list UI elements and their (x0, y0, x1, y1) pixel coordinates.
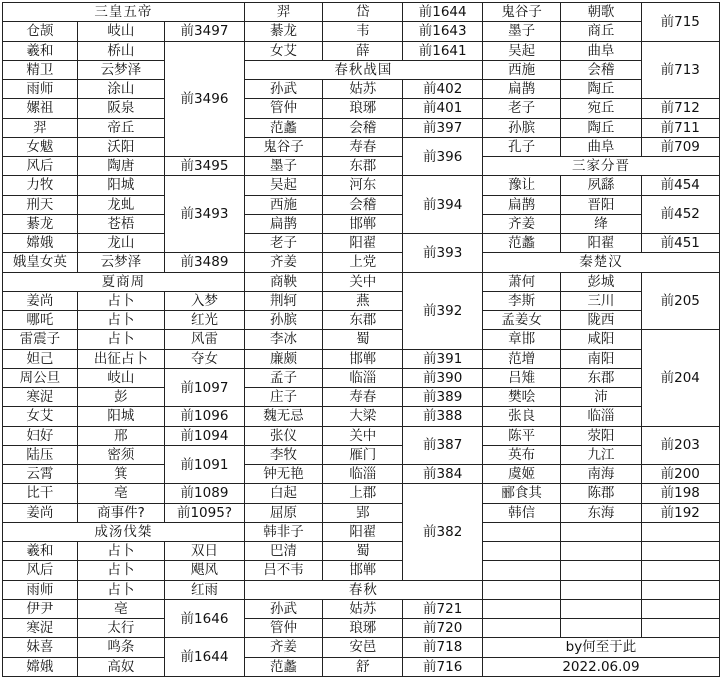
table-row (3, 99, 720, 118)
table-cell: 燕 (323, 291, 403, 310)
table-cell: 东郡 (323, 311, 403, 330)
table-row (3, 580, 720, 599)
table-cell: 东郡 (323, 157, 403, 176)
table-cell: 占卜 (77, 561, 164, 580)
table-cell: 陶丘 (561, 80, 641, 99)
table-row (3, 214, 720, 233)
section-header-cell: 三皇五帝 (3, 3, 245, 22)
table-cell: 红光 (165, 311, 245, 330)
table-cell: 吴起 (482, 41, 560, 60)
table-cell: 入梦 (165, 291, 245, 310)
table-cell: 曲阜 (561, 41, 641, 60)
table-cell: 宛丘 (561, 99, 641, 118)
table-cell: 精卫 (3, 60, 78, 79)
table-cell: 孟子 (244, 368, 322, 387)
table-cell: 前718 (403, 638, 483, 657)
table-row (3, 3, 720, 22)
table-cell: 雷震子 (3, 330, 78, 349)
table-row (3, 291, 720, 310)
table-cell: 河东 (323, 176, 403, 195)
table-cell: 西施 (482, 60, 560, 79)
table-cell: 鬼谷子 (482, 3, 560, 22)
table-cell: 阳城 (77, 407, 164, 426)
table-cell: 魏无忌 (244, 407, 322, 426)
table-cell: 阪泉 (77, 99, 164, 118)
table-cell (561, 561, 641, 580)
table-cell: 前3493 (165, 176, 245, 253)
table-cell: 孙武 (244, 80, 322, 99)
table-cell: 孙武 (244, 599, 322, 618)
table-cell (561, 599, 641, 618)
table-cell: 上党 (323, 253, 403, 272)
table-row (3, 253, 720, 272)
table-cell: 前205 (641, 272, 719, 330)
table-cell: 郢 (323, 503, 403, 522)
table-cell: 孟姜女 (482, 311, 560, 330)
table-cell: 韩非子 (244, 522, 322, 541)
table-cell: 廉颇 (244, 349, 322, 368)
table-cell: 密须 (77, 445, 164, 464)
table-cell: 綦龙 (244, 22, 322, 41)
table-cell: 前388 (403, 407, 483, 426)
table-cell: 前396 (403, 137, 483, 176)
table-cell (641, 619, 719, 638)
table-cell: 会稽 (323, 118, 403, 137)
table-cell: 齐姜 (482, 214, 560, 233)
table-cell: 嫘祖 (3, 99, 78, 118)
table-cell: 前402 (403, 80, 483, 99)
table-cell: 萧何 (482, 272, 560, 291)
table-cell: 风后 (3, 561, 78, 580)
table-cell: 风雷 (165, 330, 245, 349)
table-cell: 前394 (403, 176, 483, 234)
table-cell: 雨师 (3, 580, 78, 599)
table-cell: 老子 (244, 234, 322, 253)
table-row (3, 41, 720, 60)
table-cell: 寒浞 (3, 388, 78, 407)
table-row (3, 118, 720, 137)
table-cell: 齐姜 (244, 253, 322, 272)
table-row (3, 157, 720, 176)
table-cell (482, 599, 560, 618)
table-cell: 前390 (403, 368, 483, 387)
table-cell (482, 522, 560, 541)
table-cell: 琅琊 (323, 619, 403, 638)
table-cell: 前1097 (165, 368, 245, 407)
table-cell: 刑天 (3, 195, 78, 214)
table-cell: 前401 (403, 99, 483, 118)
table-cell: 羲和 (3, 41, 78, 60)
table-cell: 陶唐 (77, 157, 164, 176)
table-cell: 前716 (403, 657, 483, 676)
table-row (3, 657, 720, 676)
table-cell: 齐姜 (244, 638, 322, 657)
table-cell: 豫让 (482, 176, 560, 195)
table-cell: 前203 (641, 426, 719, 465)
table-cell: 安邑 (323, 638, 403, 657)
table-cell: 亳 (77, 599, 164, 618)
table-cell: 岐山 (77, 368, 164, 387)
table-cell: 前392 (403, 272, 483, 349)
table-cell: 姑苏 (323, 80, 403, 99)
table-cell: 钟无艳 (244, 465, 322, 484)
table-cell: 韦 (323, 22, 403, 41)
table-cell: 绛 (561, 214, 641, 233)
table-cell: 红雨 (165, 580, 245, 599)
table-cell: 双日 (165, 542, 245, 561)
table-cell: 娥皇女英 (3, 253, 78, 272)
table-cell: 飓风 (165, 561, 245, 580)
table-cell: 庄子 (244, 388, 322, 407)
table-cell: 彭城 (561, 272, 641, 291)
table-cell: 夺女 (165, 349, 245, 368)
table-row (3, 330, 720, 349)
table-cell: 龙虬 (77, 195, 164, 214)
table-cell: 前451 (641, 234, 719, 253)
table-row (3, 234, 720, 253)
table-cell: 白起 (244, 484, 322, 503)
table-cell: 前1646 (165, 599, 245, 638)
section-header-cell: 春秋 (244, 580, 482, 599)
table-cell (641, 542, 719, 561)
table-cell: 东郡 (561, 368, 641, 387)
table-cell: 荥阳 (561, 426, 641, 445)
table-row (3, 426, 720, 445)
table-cell: 琅琊 (323, 99, 403, 118)
table-cell: 前715 (641, 3, 719, 42)
table-cell: 綦龙 (3, 214, 78, 233)
table-cell: 商鞅 (244, 272, 322, 291)
table-cell: 扁鹊 (244, 214, 322, 233)
table-cell: 九江 (561, 445, 641, 464)
table-cell: 陆压 (3, 445, 78, 464)
table-cell (561, 522, 641, 541)
table-cell: 前713 (641, 41, 719, 99)
table-cell: 邢 (77, 426, 164, 445)
table-cell: 岱 (323, 3, 403, 22)
table-cell: 云梦泽 (77, 60, 164, 79)
table-cell: 姜尚 (3, 503, 78, 522)
table-cell: 东海 (561, 503, 641, 522)
table-cell: 云梦泽 (77, 253, 164, 272)
table-cell: 咸阳 (561, 330, 641, 349)
table-cell: 吕不韦 (244, 561, 322, 580)
table-cell: 前1089 (165, 484, 245, 503)
table-cell: 邯郸 (323, 561, 403, 580)
table-cell: 前393 (403, 234, 483, 273)
table-cell: 虞姬 (482, 465, 560, 484)
table-cell: 前200 (641, 465, 719, 484)
table-cell: 蜀 (323, 330, 403, 349)
table-cell: 太行 (77, 619, 164, 638)
table-cell: 吴起 (244, 176, 322, 195)
table-cell: 羲和 (3, 542, 78, 561)
table-cell: 张良 (482, 407, 560, 426)
table-cell (482, 619, 560, 638)
table-cell: 女艾 (244, 41, 322, 60)
table-cell: 前389 (403, 388, 483, 407)
table-cell (561, 580, 641, 599)
table-cell: 亳 (77, 484, 164, 503)
table-cell: 荆轲 (244, 291, 322, 310)
table-cell: 前1095? (165, 503, 245, 522)
table-cell: 前198 (641, 484, 719, 503)
table-cell: 商事件? (77, 503, 164, 522)
table-row (3, 176, 720, 195)
table-cell: 仓颉 (3, 22, 78, 41)
table-row (3, 522, 720, 541)
table-cell: 章邯 (482, 330, 560, 349)
table-cell: 女魃 (3, 137, 78, 156)
table-cell: 舒 (323, 657, 403, 676)
table-cell: 妲己 (3, 349, 78, 368)
table-cell: 临淄 (323, 368, 403, 387)
table-cell: 临淄 (561, 407, 641, 426)
table-cell: 前391 (403, 349, 483, 368)
table-row (3, 388, 720, 407)
table-cell: 桥山 (77, 41, 164, 60)
table-cell: 前712 (641, 99, 719, 118)
table-row (3, 137, 720, 156)
table-row (3, 638, 720, 657)
table-cell: 孙膑 (482, 118, 560, 137)
table-cell: 西施 (244, 195, 322, 214)
table-cell: 范蠡 (244, 657, 322, 676)
table-cell: 管仲 (244, 619, 322, 638)
table-cell (482, 580, 560, 599)
table-cell: 寿春 (323, 137, 403, 156)
table-cell (561, 542, 641, 561)
table-cell: 苍梧 (77, 214, 164, 233)
table-cell: 晋阳 (561, 195, 641, 214)
table-cell (641, 580, 719, 599)
table-cell: 老子 (482, 99, 560, 118)
table-cell: 沃阳 (77, 137, 164, 156)
table-cell: 屈原 (244, 503, 322, 522)
table-cell: 管仲 (244, 99, 322, 118)
table-cell: 前384 (403, 465, 483, 484)
table-cell: 孙膑 (244, 311, 322, 330)
table-cell: 羿 (244, 3, 322, 22)
table-cell: 临淄 (323, 465, 403, 484)
table-cell: 关中 (323, 272, 403, 291)
table-cell: 前454 (641, 176, 719, 195)
table-cell: 出征占卜 (77, 349, 164, 368)
table-cell: 寿春 (323, 388, 403, 407)
table-cell: 范增 (482, 349, 560, 368)
section-header-cell: 夏商周 (3, 272, 245, 291)
table-cell: 陈平 (482, 426, 560, 445)
section-header-cell: 三家分晋 (482, 157, 719, 176)
table-cell: 英布 (482, 445, 560, 464)
table-row (3, 561, 720, 580)
table-cell: 雁门 (323, 445, 403, 464)
table-cell: 陶丘 (561, 118, 641, 137)
table-cell: 前3496 (165, 41, 245, 157)
table-row (3, 349, 720, 368)
table-cell: 墨子 (482, 22, 560, 41)
table-cell: 薛 (323, 41, 403, 60)
table-row (3, 272, 720, 291)
table-cell: 商丘 (561, 22, 641, 41)
table-cell (561, 619, 641, 638)
table-cell: 哪吒 (3, 311, 78, 330)
table-row (3, 599, 720, 618)
table-cell: 前720 (403, 619, 483, 638)
table-cell: 会稽 (323, 195, 403, 214)
table-cell: 占卜 (77, 330, 164, 349)
table-cell: 邯郸 (323, 214, 403, 233)
table-cell: 巴清 (244, 542, 322, 561)
table-cell: 孔子 (482, 137, 560, 156)
table-cell: 阳翟 (323, 234, 403, 253)
table-row (3, 619, 720, 638)
table-cell: 前452 (641, 195, 719, 234)
table-cell: 前1644 (403, 3, 483, 22)
table-cell: 云霄 (3, 465, 78, 484)
table-cell: 岐山 (77, 22, 164, 41)
table-cell: 占卜 (77, 311, 164, 330)
table-cell: 会稽 (561, 60, 641, 79)
table-cell: 陇西 (561, 311, 641, 330)
table-cell: 前1641 (403, 41, 483, 60)
table-cell: 邯郸 (323, 349, 403, 368)
table-cell: 阳翟 (561, 234, 641, 253)
table-row (3, 368, 720, 387)
table-cell: 帝丘 (77, 118, 164, 137)
table-cell: 张仪 (244, 426, 322, 445)
table-cell: 前3495 (165, 157, 245, 176)
table-cell: 前1096 (165, 407, 245, 426)
table-cell (482, 561, 560, 580)
table-cell: 前721 (403, 599, 483, 618)
table-cell: 前204 (641, 330, 719, 426)
table-cell: 鸣条 (77, 638, 164, 657)
table-cell: 前709 (641, 137, 719, 156)
table-cell: 郦食其 (482, 484, 560, 503)
table-cell: 前1094 (165, 426, 245, 445)
table-row (3, 465, 720, 484)
table-row (3, 195, 720, 214)
table-cell: 女艾 (3, 407, 78, 426)
table-cell: 夙繇 (561, 176, 641, 195)
table-cell: 陈郡 (561, 484, 641, 503)
table-cell: 妇好 (3, 426, 78, 445)
table-cell: 占卜 (77, 291, 164, 310)
table-row (3, 407, 720, 426)
table-cell: 前711 (641, 118, 719, 137)
table-cell: by何至于此 (482, 638, 719, 657)
table-cell: 占卜 (77, 542, 164, 561)
table-cell: 力牧 (3, 176, 78, 195)
table-cell: 范蠡 (244, 118, 322, 137)
table-cell: 箕 (77, 465, 164, 484)
table-cell: 沛 (561, 388, 641, 407)
table-cell: 三川 (561, 291, 641, 310)
table-cell: 范蠡 (482, 234, 560, 253)
table-cell: 鬼谷子 (244, 137, 322, 156)
table-row (3, 311, 720, 330)
table-cell: 李牧 (244, 445, 322, 464)
table-cell: 上郡 (323, 484, 403, 503)
table-cell: 风后 (3, 157, 78, 176)
table-cell: 扁鹊 (482, 80, 560, 99)
table-row (3, 542, 720, 561)
table-cell: 彭 (77, 388, 164, 407)
table-cell: 前3497 (165, 22, 245, 41)
table-cell (641, 599, 719, 618)
table-row (3, 503, 720, 522)
table-row (3, 80, 720, 99)
table-cell: 龙山 (77, 234, 164, 253)
table-cell: 高奴 (77, 657, 164, 676)
section-header-cell: 成汤伐桀 (3, 522, 245, 541)
table-cell: 李冰 (244, 330, 322, 349)
table-cell: 前387 (403, 426, 483, 465)
table-cell: 墨子 (244, 157, 322, 176)
timeline-table (2, 2, 720, 677)
table-row (3, 60, 720, 79)
table-row (3, 484, 720, 503)
table-cell (482, 542, 560, 561)
table-cell: 妹喜 (3, 638, 78, 657)
table-cell: 前3489 (165, 253, 245, 272)
table-cell: 占卜 (77, 580, 164, 599)
table-cell: 前1643 (403, 22, 483, 41)
table-cell: 大梁 (323, 407, 403, 426)
table-row (3, 22, 720, 41)
table-cell: 曲阜 (561, 137, 641, 156)
table-cell: 李斯 (482, 291, 560, 310)
table-cell: 前382 (403, 484, 483, 580)
table-row (3, 445, 720, 464)
table-cell (641, 561, 719, 580)
table-cell (641, 522, 719, 541)
section-header-cell: 秦楚汉 (482, 253, 719, 272)
table-cell: 嫦娥 (3, 657, 78, 676)
table-cell: 阳城 (77, 176, 164, 195)
table-cell: 前397 (403, 118, 483, 137)
table-cell: 南海 (561, 465, 641, 484)
table-cell: 关中 (323, 426, 403, 445)
table-cell: 韩信 (482, 503, 560, 522)
table-cell: 2022.06.09 (482, 657, 719, 676)
table-cell: 前192 (641, 503, 719, 522)
table-cell: 伊尹 (3, 599, 78, 618)
table-cell: 朝歌 (561, 3, 641, 22)
table-cell: 比干 (3, 484, 78, 503)
table-cell: 涂山 (77, 80, 164, 99)
table-cell: 姜尚 (3, 291, 78, 310)
table-cell: 前1091 (165, 445, 245, 484)
table-cell: 南阳 (561, 349, 641, 368)
table-cell: 阳翟 (323, 522, 403, 541)
table-cell: 扁鹊 (482, 195, 560, 214)
table-body (3, 3, 720, 677)
section-header-cell: 春秋战国 (244, 60, 482, 79)
table-cell: 吕雉 (482, 368, 560, 387)
table-cell: 樊哙 (482, 388, 560, 407)
table-cell: 蜀 (323, 542, 403, 561)
table-cell: 羿 (3, 118, 78, 137)
table-cell: 前1644 (165, 638, 245, 677)
table-cell: 雨师 (3, 80, 78, 99)
table-cell: 嫦娥 (3, 234, 78, 253)
table-cell: 周公旦 (3, 368, 78, 387)
table-cell: 寒浞 (3, 619, 78, 638)
table-cell: 姑苏 (323, 599, 403, 618)
